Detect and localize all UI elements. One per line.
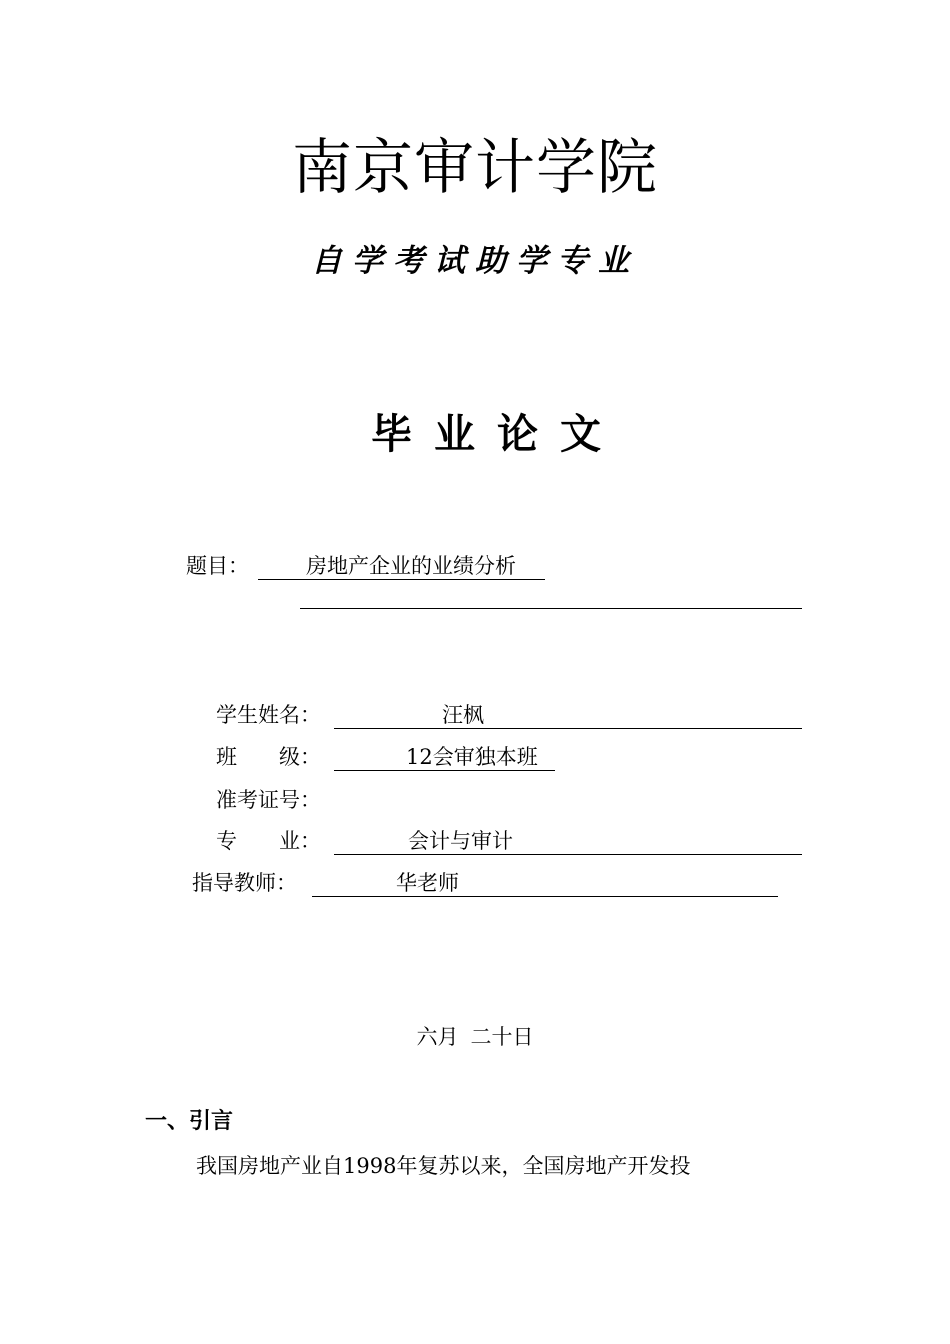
advisor-value: 华老师	[396, 871, 459, 895]
advisor-label: 指导教师：	[192, 871, 297, 895]
major-value: 会计与审计	[408, 829, 513, 853]
thesis-title-row	[186, 551, 806, 583]
program-name: 自学考试助学专业	[311, 243, 639, 279]
exam-id-label: 准考证号：	[216, 788, 321, 812]
major-underline	[334, 826, 802, 855]
major-label: 专 业：	[216, 829, 321, 853]
major-row	[216, 826, 806, 858]
advisor-row	[192, 868, 782, 900]
date-month: 六月	[416, 1025, 459, 1049]
class-label: 班 级：	[216, 745, 321, 769]
advisor-underline	[312, 868, 778, 897]
class-row	[216, 742, 806, 774]
date-day: 二十日	[470, 1025, 534, 1049]
student-name-underline	[334, 700, 802, 729]
thesis-title-label: 题目：	[186, 554, 249, 578]
thesis-title-second-line	[300, 608, 802, 609]
student-name-row	[216, 700, 806, 732]
document-type-title: 毕业论文	[371, 410, 623, 458]
section-heading: 一、引言	[145, 1109, 234, 1134]
student-name-label: 学生姓名：	[216, 703, 321, 727]
exam-id-row	[216, 785, 806, 817]
student-name-value: 汪枫	[442, 703, 484, 727]
date-line	[0, 1022, 950, 1052]
body-paragraph: 我国房地产业自1998年复苏以来，全国房地产开发投	[196, 1154, 691, 1178]
school-name: 南京审计学院	[292, 133, 658, 203]
thesis-title-value: 房地产企业的业绩分析	[306, 554, 516, 578]
class-value: 12会审独本班	[406, 745, 538, 769]
